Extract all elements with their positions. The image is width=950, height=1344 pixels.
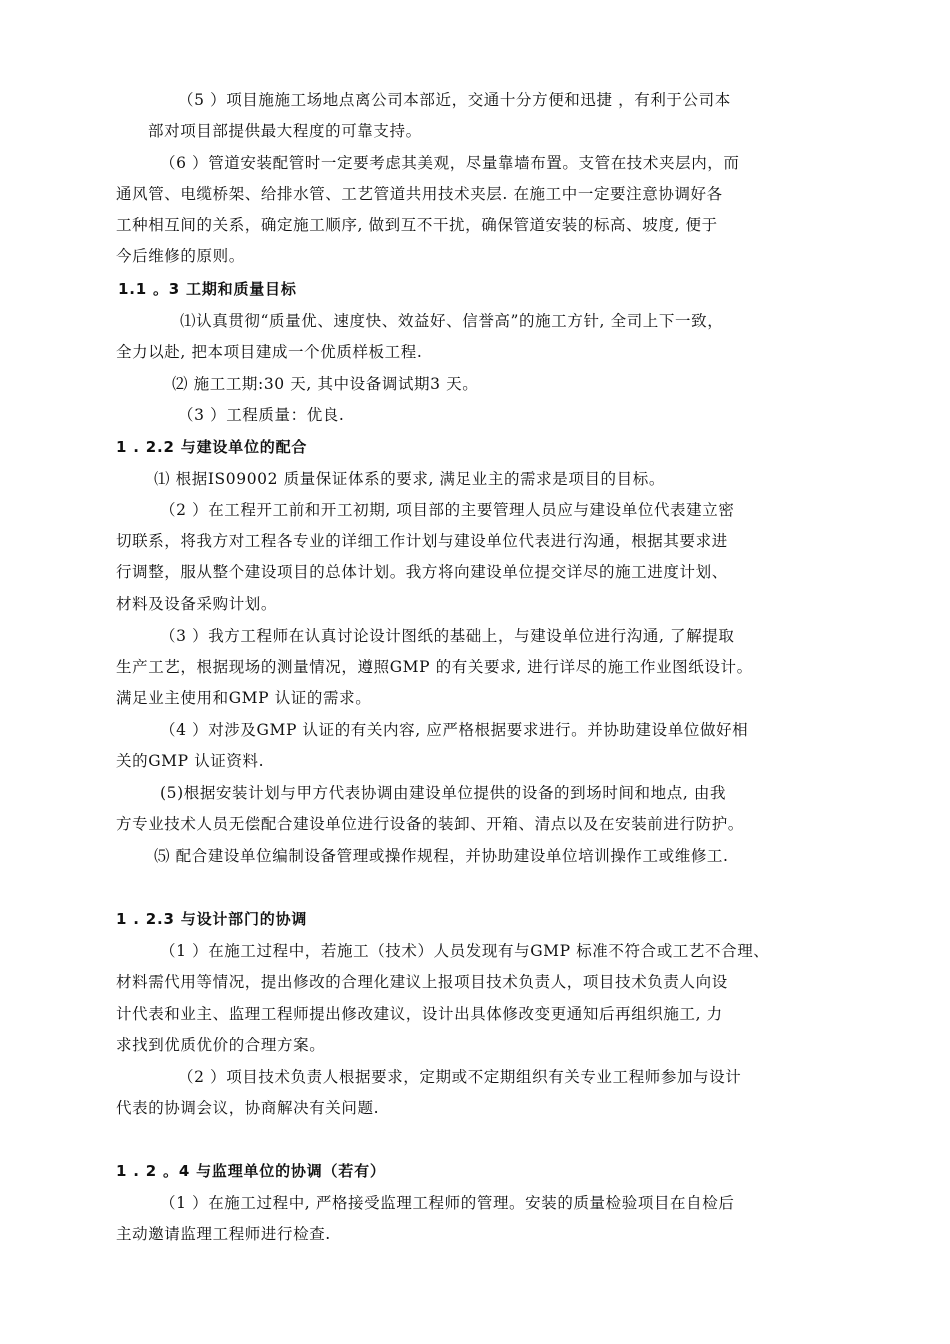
paragraph-line: （1 ）在施工过程中，若施工（技术）人员发现有与GMP 标准不符合或工艺不合理、 xyxy=(160,942,770,960)
paragraph-line: ⑸ 配合建设单位编制设备管理或操作规程，并协助建设单位培训操作工或维修工. xyxy=(154,847,729,865)
section-heading: 1 . 2 。4 与监理单位的协调（若有） xyxy=(116,1162,386,1180)
paragraph-line: 满足业主使用和GMP 认证的需求。 xyxy=(116,689,372,707)
paragraph-line: 代表的协调会议，协商解决有关问题. xyxy=(116,1099,380,1117)
paragraph-line: (5)根据安装计划与甲方代表协调由建设单位提供的设备的到场时间和地点, 由我 xyxy=(160,784,727,802)
paragraph-line: （3 ）工程质量：优良. xyxy=(178,406,345,424)
paragraph-line: 切联系，将我方对工程各专业的详细工作计划与建设单位代表进行沟通，根据其要求进 xyxy=(116,532,728,550)
paragraph-line: （1 ）在施工过程中, 严格接受监理工程师的管理。安装的质量检验项目在自检后 xyxy=(160,1194,735,1212)
paragraph-line: 主动邀请监理工程师进行检查. xyxy=(116,1225,331,1243)
paragraph-line: 材料及设备采购计划。 xyxy=(116,595,278,613)
paragraph-line: ⑴认真贯彻“质量优、速度快、效益好、信誉高”的施工方针, 全司上下一致， xyxy=(180,312,724,330)
paragraph-line: ⑴ 根据IS09002 质量保证体系的要求, 满足业主的需求是项目的目标。 xyxy=(154,470,665,488)
paragraph-line: （6 ）管道安装配管时一定要考虑其美观，尽量靠墙布置。支管在技术夹层内，而 xyxy=(160,154,740,172)
paragraph-line: ⑵ 施工工期:30 天, 其中设备调试期3 天。 xyxy=(172,375,479,393)
paragraph-line: （4 ）对涉及GMP 认证的有关内容, 应严格根据要求进行。并协助建设单位做好相 xyxy=(160,721,749,739)
paragraph-line: 生产工艺，根据现场的测量情况，遵照GMP 的有关要求, 进行详尽的施工作业图纸设计。 xyxy=(116,658,753,676)
paragraph-line: （2 ）项目技术负责人根据要求，定期或不定期组织有关专业工程师参加与设计 xyxy=(178,1068,742,1086)
paragraph-line: 方专业技术人员无偿配合建设单位进行设备的装卸、开箱、清点以及在安装前进行防护。 xyxy=(116,815,744,833)
paragraph-line: 求找到优质优价的合理方案。 xyxy=(116,1036,326,1054)
paragraph-line: （2 ）在工程开工前和开工初期, 项目部的主要管理人员应与建设单位代表建立密 xyxy=(160,501,735,519)
paragraph-line: 部对项目部提供最大程度的可靠支持。 xyxy=(148,122,422,140)
paragraph-line: 行调整，服从整个建设项目的总体计划。我方将向建设单位提交详尽的施工进度计划、 xyxy=(116,563,728,581)
paragraph-line: 材料需代用等情况，提出修改的合理化建议上报项目技术负责人，项目技术负责人向设 xyxy=(116,973,728,991)
paragraph-line: （3 ）我方工程师在认真讨论设计图纸的基础上，与建设单位进行沟通, 了解提取 xyxy=(160,627,735,645)
paragraph-line: 通风管、电缆桥架、给排水管、工艺管道共用技术夹层. 在施工中一定要注意协调好各 xyxy=(116,185,723,203)
paragraph-line: 计代表和业主、监理工程师提出修改建议，设计出具体修改变更通知后再组织施工, 力 xyxy=(116,1005,723,1023)
section-heading: 1 . 2.3 与设计部门的协调 xyxy=(116,910,308,928)
section-heading: 1.1 。3 工期和质量目标 xyxy=(118,280,297,298)
paragraph-line: 今后维修的原则。 xyxy=(116,247,245,265)
paragraph-line: 关的GMP 认证资料. xyxy=(116,752,265,770)
section-heading: 1 . 2.2 与建设单位的配合 xyxy=(116,438,308,456)
paragraph-line: 工种相互间的关系，确定施工顺序, 做到互不干扰，确保管道安装的标高、坡度, 便于 xyxy=(116,216,718,234)
paragraph-line: （5 ）项目施施工场地点离公司本部近，交通十分方便和迅捷 ，有利于公司本 xyxy=(178,91,731,109)
paragraph-line: 全力以赴, 把本项目建成一个优质样板工程. xyxy=(116,343,423,361)
